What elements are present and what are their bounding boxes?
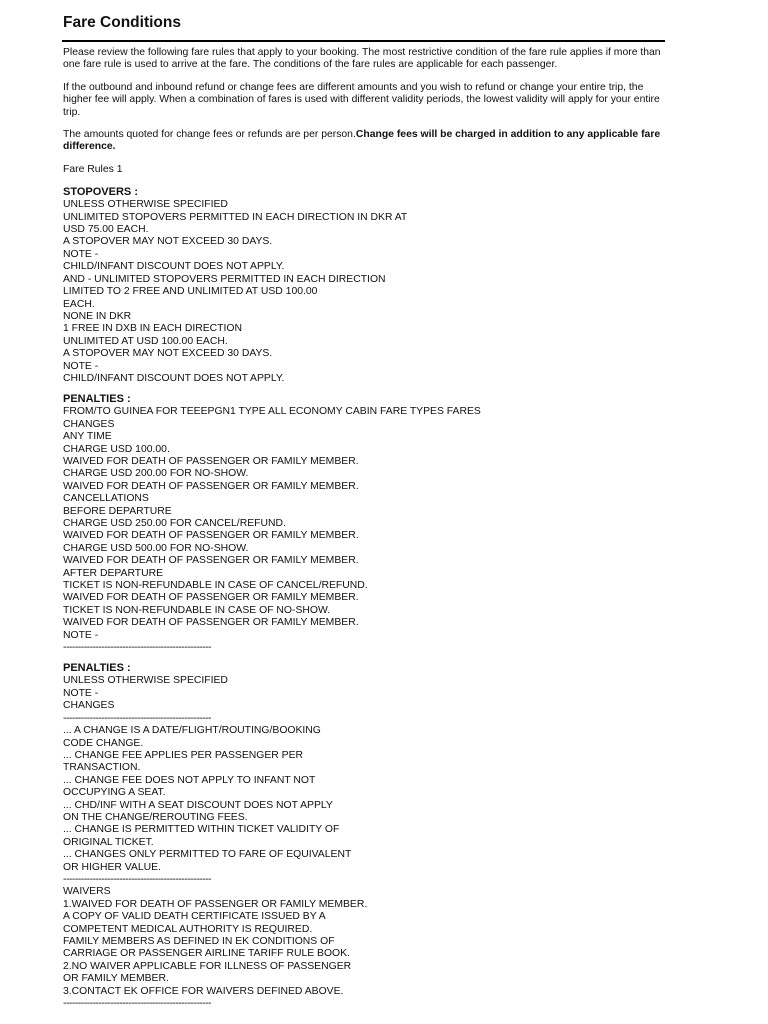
rule-line: CANCELLATIONS <box>63 493 149 505</box>
rule-line: CHARGE USD 200.00 FOR NO-SHOW. <box>63 468 249 480</box>
rule-line: OR FAMILY MEMBER. <box>63 973 169 985</box>
rule-line: UNLIMITED STOPOVERS PERMITTED IN EACH DIRECTION IN DKR AT <box>63 211 408 223</box>
rule-line: ... CHANGE FEE DOES NOT APPLY TO INFANT NOT <box>63 774 316 786</box>
rule-line: WAIVERS <box>63 886 111 898</box>
rule-line: AND - UNLIMITED STOPOVERS PERMITTED IN EACH DIRECTION <box>63 273 386 285</box>
rule-line: FAMILY MEMBERS AS DEFINED IN EK CONDITIONS OF <box>63 936 335 947</box>
rule-line: FROM/TO GUINEA FOR TEEEPGN1 TYPE ALL ECONOMY CABIN FARE TYPES FARES <box>63 406 481 418</box>
page-title: Fare Conditions <box>63 14 181 31</box>
rule-line: ORIGINAL TICKET. <box>63 836 154 848</box>
rule-line: ... CHANGE FEE APPLIES PER PASSENGER PER <box>63 749 304 761</box>
rule-line: NONE IN DKR <box>63 310 132 322</box>
rule-line: LIMITED TO 2 FREE AND UNLIMITED AT USD 100.00 <box>63 286 318 298</box>
rule-line: A STOPOVER MAY NOT EXCEED 30 DAYS. <box>63 236 273 248</box>
amounts-note-bold: Change fees will be charged in addition to any applicable fare difference. <box>63 129 661 153</box>
rule-line: ... A CHANGE IS A DATE/FLIGHT/ROUTING/BOOKING <box>63 725 321 737</box>
rule-line: NOTE - <box>63 360 99 372</box>
rule-line: A COPY OF VALID DEATH CERTIFICATE ISSUED BY A <box>63 911 326 923</box>
rule-line: CHANGES <box>63 700 115 712</box>
fare-rule-sections <box>63 186 663 1010</box>
rule-line: WAIVED FOR DEATH OF PASSENGER OR FAMILY MEMBER. <box>63 617 359 629</box>
rule-line: 2.NO WAIVER APPLICABLE FOR ILLNESS OF PASSENGER <box>63 960 352 972</box>
rule-line: ... CHANGES ONLY PERMITTED TO FARE OF EQUIVALENT <box>63 849 352 861</box>
rule-line: WAIVED FOR DEATH OF PASSENGER OR FAMILY MEMBER. <box>63 592 359 604</box>
rule-line: CHARGE USD 250.00 FOR CANCEL/REFUND. <box>63 518 286 529</box>
rule-line: WAIVED FOR DEATH OF PASSENGER OR FAMILY MEMBER. <box>63 530 359 542</box>
rule-line: ... CHANGE IS PERMITTED WITHIN TICKET VALIDITY OF <box>63 824 340 836</box>
dashed-separator: -------------------------------------------------- <box>63 642 212 654</box>
rule-line: USD 75.00 EACH. <box>63 224 149 236</box>
title-divider <box>62 40 665 42</box>
rule-line: CARRIAGE OR PASSENGER AIRLINE TARIFF RULE BOOK. <box>63 948 350 960</box>
rule-line: COMPETENT MEDICAL AUTHORITY IS REQUIRED. <box>63 923 313 935</box>
rule-line: OR HIGHER VALUE. <box>63 861 161 873</box>
rule-line: OCCUPYING A SEAT. <box>63 787 166 799</box>
rule-line: TICKET IS NON-REFUNDABLE IN CASE OF CANCEL/REFUND. <box>63 580 368 592</box>
rule-line: TICKET IS NON-REFUNDABLE IN CASE OF NO-SHOW. <box>63 604 331 616</box>
rule-line: NOTE - <box>63 687 99 699</box>
fare-rules-label: Fare Rules 1 <box>63 163 123 175</box>
rule-line: 1.WAIVED FOR DEATH OF PASSENGER OR FAMILY MEMBER. <box>63 898 368 910</box>
dashed-separator: -------------------------------------------------- <box>63 873 212 885</box>
rule-line: A STOPOVER MAY NOT EXCEED 30 DAYS. <box>63 348 273 360</box>
rule-line: AFTER DEPARTURE <box>63 567 164 579</box>
amounts-note <box>63 129 663 154</box>
rule-line: UNLESS OTHERWISE SPECIFIED <box>63 675 228 687</box>
rule-line: ON THE CHANGE/REROUTING FEES. <box>63 811 248 823</box>
rule-line: 1 FREE IN DXB IN EACH DIRECTION <box>63 323 242 335</box>
rule-line: EACH. <box>63 298 95 310</box>
section-heading: STOPOVERS : <box>63 186 138 199</box>
rule-line: WAIVED FOR DEATH OF PASSENGER OR FAMILY MEMBER. <box>63 480 359 492</box>
section-heading: PENALTIES : <box>63 393 131 406</box>
dashed-separator: -------------------------------------------------- <box>63 998 212 1010</box>
rule-line: BEFORE DEPARTURE <box>63 505 172 517</box>
rule-line: 3.CONTACT EK OFFICE FOR WAIVERS DEFINED ABOVE. <box>63 985 344 997</box>
rule-line: CODE CHANGE. <box>63 737 144 749</box>
section-heading: PENALTIES : <box>63 662 131 675</box>
amounts-note-text: The amounts quoted for change fees or refunds are per person. <box>63 129 356 141</box>
fare-rule-section <box>63 662 663 1010</box>
rule-line: ... CHD/INF WITH A SEAT DISCOUNT DOES NOT APPLY <box>63 799 333 811</box>
rule-line: CHANGES <box>63 418 115 430</box>
fare-rule-section <box>63 393 663 654</box>
rule-line: CHARGE USD 500.00 FOR NO-SHOW. <box>63 542 249 554</box>
rule-line: NOTE - <box>63 629 99 641</box>
fare-conditions-content <box>63 47 663 1018</box>
rule-line: NOTE - <box>63 248 99 260</box>
rule-line: CHILD/INFANT DISCOUNT DOES NOT APPLY. <box>63 261 285 273</box>
rule-line: TRANSACTION. <box>63 762 141 774</box>
fare-rule-section <box>63 186 663 385</box>
rule-line: WAIVED FOR DEATH OF PASSENGER OR FAMILY MEMBER. <box>63 455 359 467</box>
rule-line: UNLIMITED AT USD 100.00 EACH. <box>63 335 228 347</box>
intro-paragraph-1: Please review the following fare rules that apply to your booking. The most restrictive condition of the fare rule applies if more than one fare rule is used to arrive at the fare. The conditions of the fare rules are applicable for each passenger. <box>63 47 661 71</box>
rule-line: WAIVED FOR DEATH OF PASSENGER OR FAMILY MEMBER. <box>63 555 359 567</box>
rule-line: UNLESS OTHERWISE SPECIFIED <box>63 199 228 211</box>
rule-line: CHARGE USD 100.00. <box>63 443 170 455</box>
intro-paragraph-2: If the outbound and inbound refund or change fees are different amounts and you wish to refund or change your entire trip, the higher fee will apply. When a combination of fares is used with different validity periods, the lowest validity will apply for your entire trip. <box>63 81 660 118</box>
rule-line: ANY TIME <box>63 431 112 443</box>
dashed-separator: -------------------------------------------------- <box>63 712 212 724</box>
rule-line: CHILD/INFANT DISCOUNT DOES NOT APPLY. <box>63 372 285 384</box>
